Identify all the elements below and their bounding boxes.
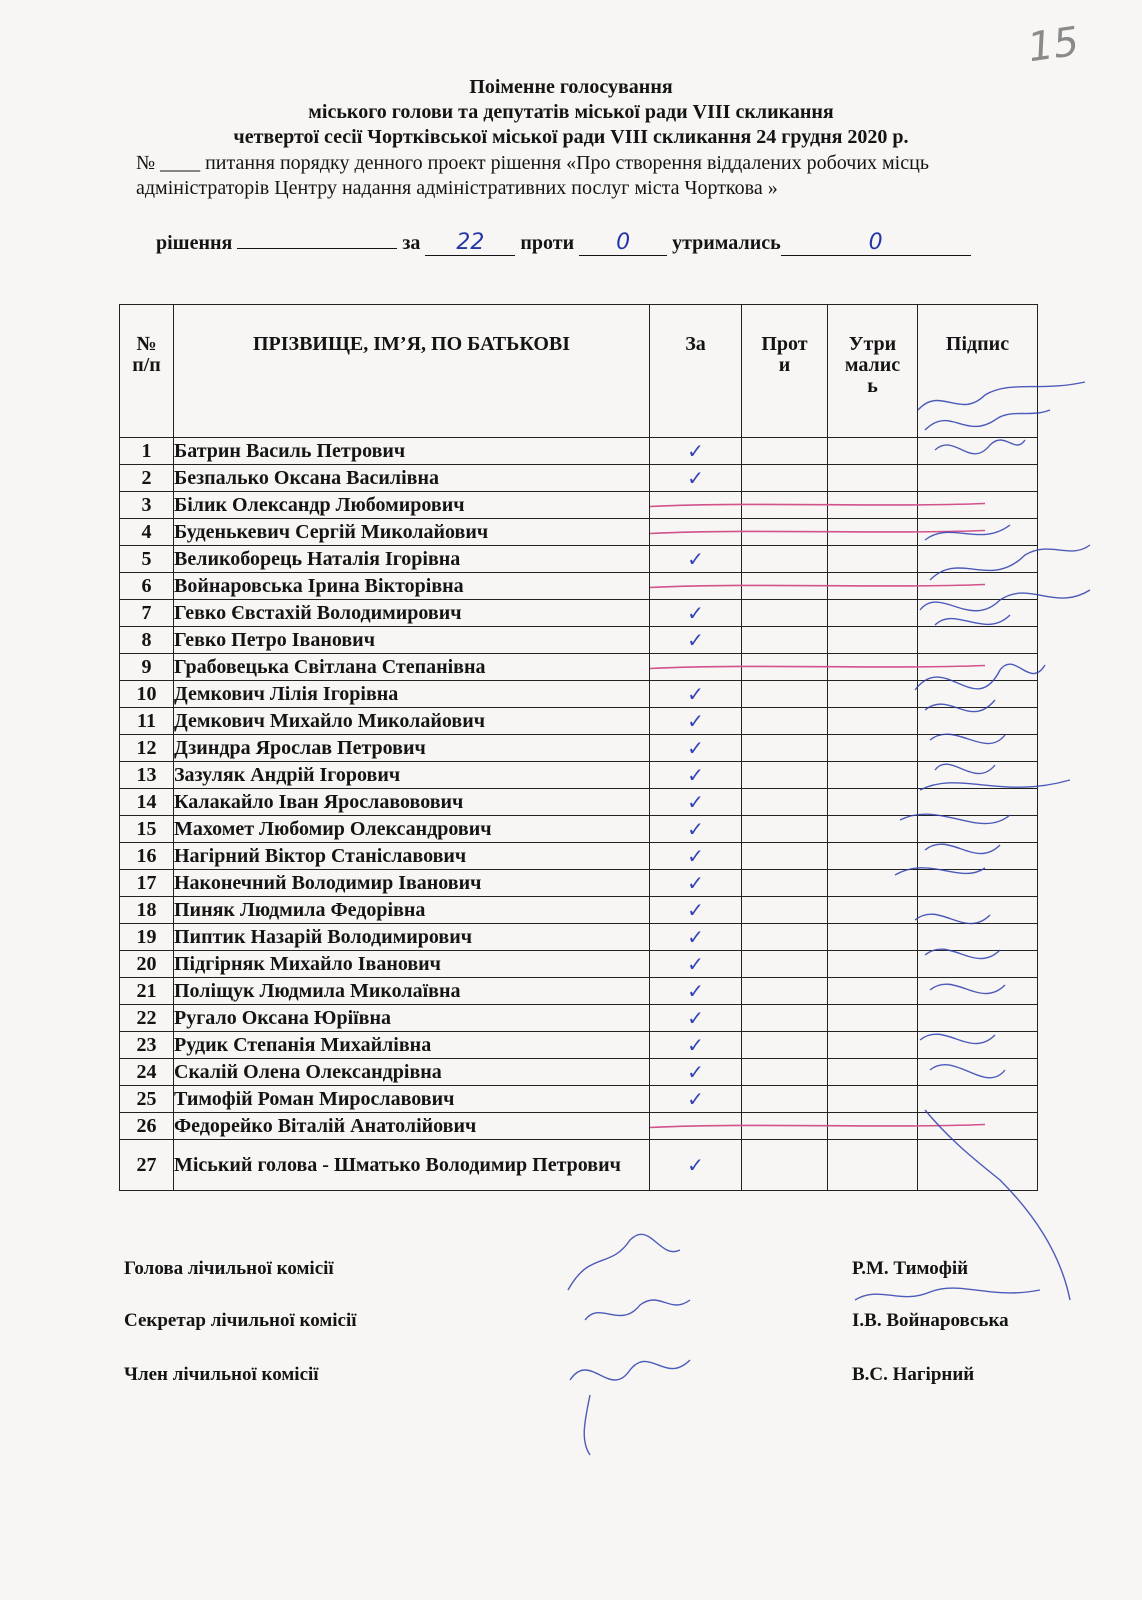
vote-za-cell: ✓ <box>650 1140 742 1191</box>
vote-za-cell: ✓ <box>650 789 742 816</box>
vote-za-cell: ✓ <box>650 438 742 465</box>
row-name: Демкович Лілія Ігорівна <box>174 681 650 708</box>
signature-commission-3 <box>570 1360 690 1455</box>
row-number: 5 <box>120 546 174 573</box>
row-name: Батрин Василь Петрович <box>174 438 650 465</box>
vote-za-cell: ✓ <box>650 1005 742 1032</box>
row-name: Наконечний Володимир Іванович <box>174 870 650 897</box>
vote-za-cell: ✓ <box>650 897 742 924</box>
vote-za-cell: ✓ <box>650 735 742 762</box>
row-number: 16 <box>120 843 174 870</box>
row-name: Зазуляк Андрій Ігорович <box>174 762 650 789</box>
row-name: Буденькевич Сергій Миколайович <box>174 519 650 546</box>
header-utr: Утрималиcь <box>828 305 918 438</box>
row-name: Гевко Петро Іванович <box>174 627 650 654</box>
name-secretary: І.В. Войнаровська <box>852 1310 1009 1331</box>
signature-3 <box>925 525 1090 580</box>
row-name: Міський голова - Шматько Володимир Петрович <box>174 1140 650 1191</box>
row-number: 8 <box>120 627 174 654</box>
row-name: Безпалько Оксана Василівна <box>174 465 650 492</box>
row-number: 7 <box>120 600 174 627</box>
signature-commission-1 <box>568 1234 680 1290</box>
proty-label: проти <box>520 232 575 254</box>
intro-line-1: № ____ питання порядку денного проект рішення «Про створення віддалених робочих місць <box>136 152 929 174</box>
signature-scribbles <box>568 382 1090 1455</box>
row-number: 26 <box>120 1113 174 1140</box>
title-line-1: Поіменне голосування <box>469 76 673 98</box>
strike-line <box>650 585 985 588</box>
vote-za-cell: ✓ <box>650 924 742 951</box>
title-line-2: міського голови та депутатів міської ради VIII скликання <box>308 101 834 123</box>
signature-5 <box>915 664 1045 711</box>
header-za: За <box>650 305 742 438</box>
vote-za-cell: ✓ <box>650 978 742 1005</box>
row-name: Пиняк Людмила Федорівна <box>174 897 650 924</box>
utr-label: утримались <box>672 232 781 254</box>
vote-za-cell: ✓ <box>650 1059 742 1086</box>
za-value: 22 <box>456 230 485 255</box>
row-name: Рудик Степанія Михайлівна <box>174 1032 650 1059</box>
row-number: 14 <box>120 789 174 816</box>
title-line-3: четвертої сесії Чортківської міської ради VIII скликання 24 грудня 2020 р. <box>233 126 909 148</box>
header-name: ПРІЗВИЩЕ, ІМ’Я, ПО БАТЬКОВІ <box>174 305 650 438</box>
vote-za-cell: ✓ <box>650 1032 742 1059</box>
vote-za-cell: ✓ <box>650 708 742 735</box>
vote-za-cell: ✓ <box>650 600 742 627</box>
row-number: 25 <box>120 1086 174 1113</box>
row-name: Скалій Олена Олександрівна <box>174 1059 650 1086</box>
vote-za-cell: ✓ <box>650 843 742 870</box>
row-name: Грабовецька Світлана Степанівна <box>174 654 650 681</box>
row-name: Нагірний Віктор Станіславович <box>174 843 650 870</box>
role-chairman: Голова лічильної комісії <box>124 1258 334 1279</box>
decision-label: рішення <box>156 232 233 254</box>
row-number: 1 <box>120 438 174 465</box>
signature-commission-4 <box>855 1288 1040 1300</box>
row-number: 12 <box>120 735 174 762</box>
header-num: № п/п <box>120 305 174 438</box>
vote-za-cell: ✓ <box>650 870 742 897</box>
row-name: Поліщук Людмила Миколаївна <box>174 978 650 1005</box>
vote-za-cell: ✓ <box>650 816 742 843</box>
row-name: Махомет Любомир Олександрович <box>174 816 650 843</box>
page-number: 15 <box>1025 18 1082 72</box>
row-name: Демкович Михайло Миколайович <box>174 708 650 735</box>
intro-line-2: адміністраторів Центру надання адміністративних послуг міста Чорткова » <box>136 177 778 199</box>
row-name: Білик Олександр Любомирович <box>174 492 650 519</box>
row-name: Калакайло Іван Ярославовович <box>174 789 650 816</box>
strike-line <box>650 531 985 534</box>
signature-1 <box>918 382 1085 430</box>
row-number: 3 <box>120 492 174 519</box>
vote-za-cell: ✓ <box>650 546 742 573</box>
row-number: 6 <box>120 573 174 600</box>
row-name: Пиптик Назарій Володимирович <box>174 924 650 951</box>
header-proty: Проти <box>742 305 828 438</box>
header-sign: Підпис <box>918 305 1038 438</box>
row-number: 22 <box>120 1005 174 1032</box>
row-number: 15 <box>120 816 174 843</box>
vote-za-cell: ✓ <box>650 627 742 654</box>
row-number: 27 <box>120 1140 174 1191</box>
row-number: 10 <box>120 681 174 708</box>
row-name: Гевко Євстахій Володимирович <box>174 600 650 627</box>
vote-za-cell: ✓ <box>650 465 742 492</box>
signature-6 <box>920 734 1070 790</box>
row-name: Великоборець Наталія Ігорівна <box>174 546 650 573</box>
utr-value: 0 <box>868 230 883 255</box>
row-number: 17 <box>120 870 174 897</box>
row-number: 9 <box>120 654 174 681</box>
row-name: Підгірняк Михайло Іванович <box>174 951 650 978</box>
row-number: 11 <box>120 708 174 735</box>
signature-commission-2 <box>585 1300 690 1320</box>
row-number: 4 <box>120 519 174 546</box>
row-number: 18 <box>120 897 174 924</box>
strike-line <box>650 1125 985 1128</box>
row-name: Дзиндра Ярослав Петрович <box>174 735 650 762</box>
proty-value: 0 <box>616 230 631 255</box>
role-secretary: Секретар лічильної комісії <box>124 1310 357 1331</box>
row-name: Войнаровська Ірина Вікторівна <box>174 573 650 600</box>
strike-line <box>650 504 985 507</box>
row-number: 21 <box>120 978 174 1005</box>
row-number: 24 <box>120 1059 174 1086</box>
vote-za-cell: ✓ <box>650 762 742 789</box>
vote-za-cell: ✓ <box>650 951 742 978</box>
row-number: 13 <box>120 762 174 789</box>
name-member: В.С. Нагірний <box>852 1364 975 1385</box>
row-name: Ругало Оксана Юріївна <box>174 1005 650 1032</box>
signature-7 <box>895 814 1010 875</box>
vote-za-cell: ✓ <box>650 681 742 708</box>
row-number: 23 <box>120 1032 174 1059</box>
name-chairman: Р.М. Тимофій <box>852 1258 969 1279</box>
signature-2 <box>935 440 1025 454</box>
signature-4 <box>920 590 1090 625</box>
row-name: Федорейко Віталій Анатолійович <box>174 1113 650 1140</box>
vote-za-cell: ✓ <box>650 1086 742 1113</box>
row-number: 19 <box>120 924 174 951</box>
row-number: 20 <box>120 951 174 978</box>
strike-line <box>650 666 985 669</box>
za-label: за <box>402 232 421 254</box>
row-name: Тимофій Роман Мирославович <box>174 1086 650 1113</box>
signature-8 <box>915 914 1005 993</box>
row-number: 2 <box>120 465 174 492</box>
role-member: Член лічильної комісії <box>124 1364 319 1385</box>
